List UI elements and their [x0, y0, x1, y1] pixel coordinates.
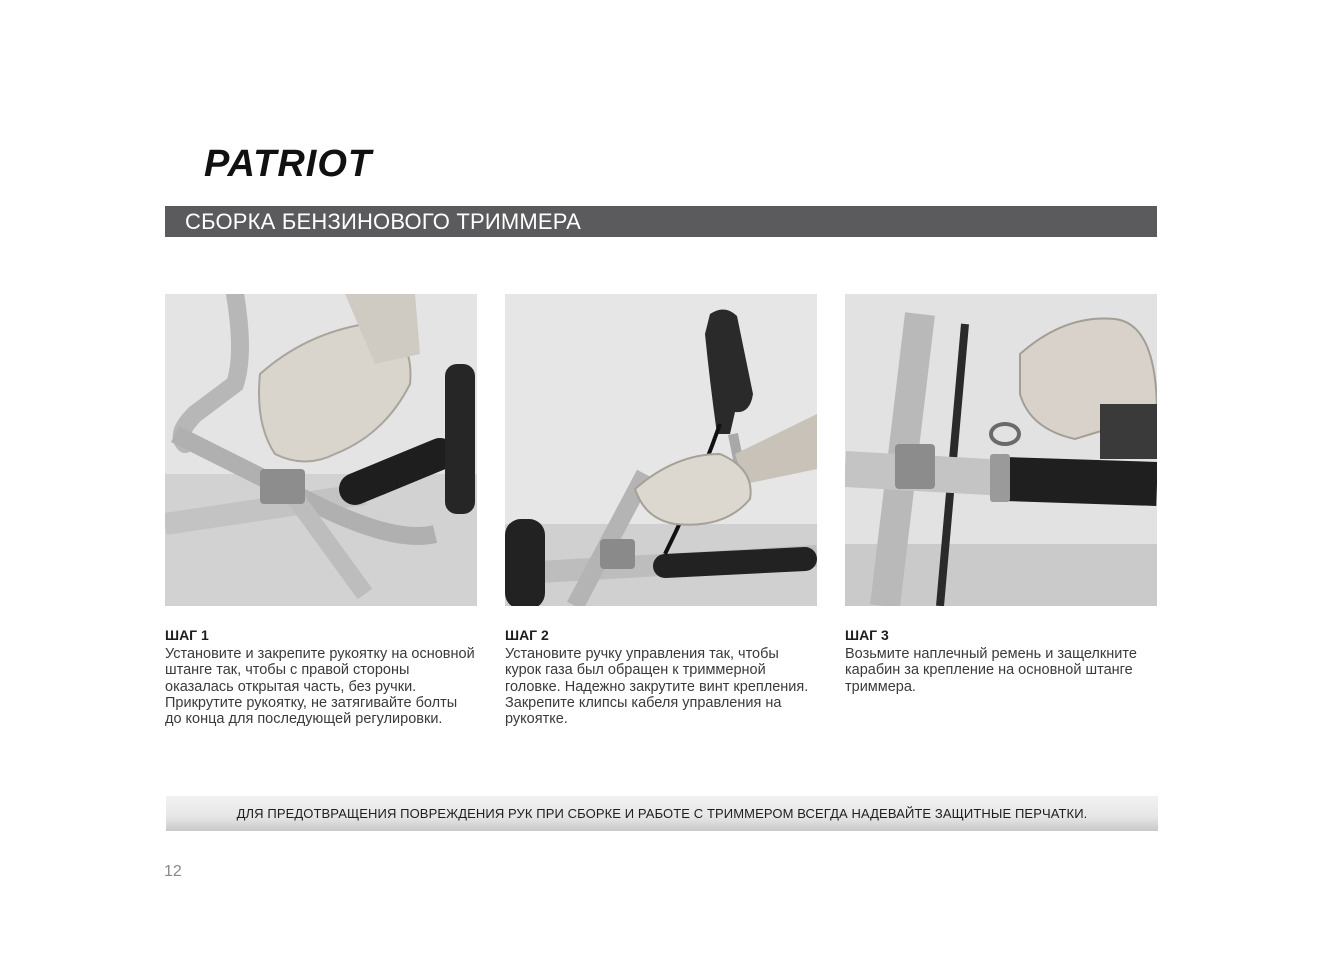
step-1-text: Установите и закрепите рукоятку на основной штанге так, чтобы с правой стороны оказалась открытая часть, без ручки. Прикрутите рукоятку, не затягивайте болты до конца для последующей регулировки.	[165, 646, 475, 728]
section-title: СБОРКА БЕНЗИНОВОГО ТРИММЕРА	[165, 206, 1157, 237]
patriot-logo-text: PATRIOT	[204, 143, 373, 184]
step-1	[165, 294, 477, 727]
step-3-text: Возьмите наплечный ремень и защелкните карабин за крепление на основной штанге триммера.	[845, 646, 1137, 695]
step-2-title: ШАГ 2	[505, 627, 549, 643]
patriot-logo	[200, 140, 410, 184]
step-1-title: ШАГ 1	[165, 627, 209, 643]
step-1-photo	[165, 294, 477, 606]
safety-warning-banner: ДЛЯ ПРЕДОТВРАЩЕНИЯ ПОВРЕЖДЕНИЯ РУК ПРИ СБОРКЕ И РАБОТЕ С ТРИММЕРОМ ВСЕГДА НАДЕВАЙТЕ ЗАЩИТНЫЕ ПЕРЧАТКИ.	[166, 796, 1158, 831]
step-2-text: Установите ручку управления так, чтобы курок газа был обращен к триммерной головке. Надежно закрутите винт крепления. Закрепите клипсы кабеля управления на рукоятке.	[505, 646, 809, 728]
step-2	[505, 294, 817, 727]
page-number: 12	[164, 863, 182, 880]
step-3-title: ШАГ 3	[845, 627, 889, 643]
step-2-photo	[505, 294, 817, 606]
step-3-photo	[845, 294, 1157, 606]
step-3	[845, 294, 1157, 695]
